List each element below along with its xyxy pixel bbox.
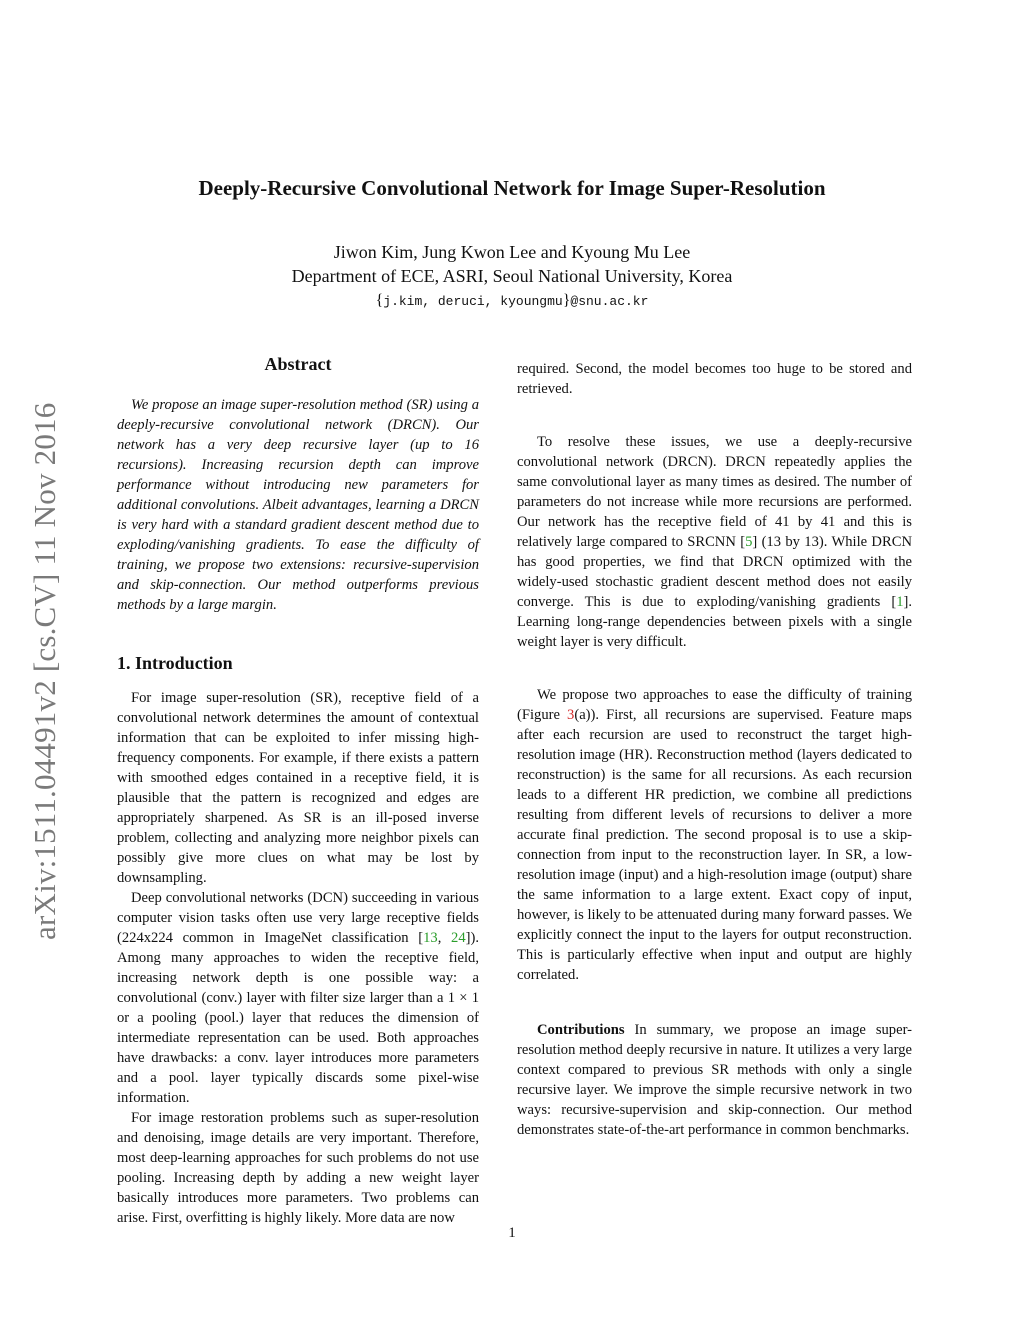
contributions-paragraph	[517, 1020, 912, 1140]
email-names: j.kim, deruci, kyoungmu	[383, 294, 563, 309]
intro-paragraph-3: For image restoration problems such as super-resolution and denoising, image details are very important. Therefore, most deep-learning approaches for such problems do not use pooling. Increasing depth by adding a new weight layer basically introduces more parameters. Two problems can arise. First, overfitting is highly likely. More data are now	[117, 1110, 479, 1226]
figure-reference-link-3[interactable]: 3	[567, 707, 575, 723]
intro-paragraph-1: For image super-resolution (SR), receptive field of a convolutional network determines the amount of contextual information that can be exploited to infer missing high-frequency components. For example, if there exists a pattern with smoothed edges contained in a receptive field, it is plausible that the pattern is recognized and edges are appropriately sharpened. As SR is an ill-posed inverse problem, collecting and analyzing more neighbor pixels can possibly give more clues on what may be lost by downsampling.	[117, 690, 479, 886]
abstract-text: We propose an image super-resolution method (SR) using a deeply-recursive convolutional network (DRCN). Our network has a very deep recursive layer (up to 16 recursions). Increasing recursion depth can improve performance without introducing new parameters for additional convolutions. Albeit advantages, learning a DRCN is very hard with a standard gradient descent method due to exploding/vanishing gradients. To ease the difficulty of training, we propose two extensions: recursive-supervision and skip-connection. Our method outperforms previous methods by a large margin.	[117, 397, 479, 613]
intro-paragraph-4	[517, 432, 912, 652]
intro-paragraph-5	[517, 685, 912, 985]
intro-p4-text-a: To resolve these issues, we use a deeply-recursive convolutional network (DRCN). DRCN repeatedly applies the same convolutional layer as many times as desired. The number of parameters do not increase while more recursions are performed. Our network has the receptive field of 41 by 41 and this is relatively large compared to SRCNN [	[517, 434, 912, 550]
intro-p2-text-a: Deep convolutional networks (DCN) succeeding in various computer vision tasks often use very large receptive fields (224x224 common in ImageNet classification [	[117, 890, 479, 946]
author-affiliation: Department of ECE, ASRI, Seoul National University, Korea	[291, 266, 733, 286]
intro-p5-text-a: We propose two approaches to ease the difficulty of training (Figure	[517, 687, 912, 723]
abstract-heading: Abstract	[264, 354, 332, 374]
paper-title: Deeply-Recursive Convolutional Network for Image Super-Resolution	[198, 176, 826, 200]
intro-paragraph-3-continued: required. Second, the model becomes too huge to be stored and retrieved.	[517, 361, 912, 397]
page-number: 1	[508, 1225, 516, 1241]
intro-p2-text-b: ]). Among many approaches to widen the receptive field, increasing network depth is one possible way: a convolutional (conv.) layer with filter size larger than a 1 × 1 or a pooling (pool.) layer that reduces the dimension of intermediate representation can be used. Both approaches have drawbacks: a conv. layer introduces more parameters and a pool. layer typically discards some pixel-wise information.	[117, 930, 479, 1106]
intro-p4-text-b: ] (13 by 13). While DRCN has good properties, we find that DRCN optimized with the widely-used stochastic gradient descent method does not easily converge. This is due to exploding/vanishing gradients [	[517, 534, 912, 610]
intro-paragraph-2	[117, 888, 479, 1108]
intro-p2-sep: ,	[437, 930, 452, 946]
contributions-label: Contributions	[537, 1022, 625, 1038]
intro-p4-text-c: ]. Learning long-range dependencies between pixels with a single weight layer is very difficult.	[517, 594, 912, 650]
contributions-text: In summary, we propose an image super-resolution method deeply recursive in nature. It utilizes a very large context compared to previous SR methods with only a single recursive layer. We improve the simple recursive network in two ways: recursive-supervision and skip-connection. Our method demonstrates state-of-the-art performance in common benchmarks.	[517, 1022, 912, 1138]
email-close-brace: }	[562, 292, 571, 309]
citation-link-13[interactable]: 13	[423, 930, 438, 946]
citation-link-24[interactable]: 24	[451, 930, 466, 946]
email-domain: @snu.ac.kr	[570, 294, 649, 309]
introduction-heading: 1. Introduction	[117, 653, 233, 673]
citation-link-5[interactable]: 5	[745, 534, 753, 550]
arxiv-identifier-stamp: arXiv:1511.04491v2 [cs.CV] 11 Nov 2016	[27, 402, 62, 940]
email-open-brace: {	[375, 292, 384, 309]
right-column	[517, 359, 912, 1140]
author-names: Jiwon Kim, Jung Kwon Lee and Kyoung Mu Lee	[333, 242, 691, 262]
author-block	[0, 240, 1024, 314]
citation-link-1[interactable]: 1	[896, 594, 904, 610]
author-email	[0, 289, 1024, 314]
left-column	[117, 352, 479, 1228]
intro-p5-text-b: (a)). First, all recursions are supervised. Feature maps after each recursion are used to reconstruct the target high-resolution image (HR). Reconstruction method (layers dedicated to reconstruction) is the same for all recursions. As each recursion leads to a different HR prediction, we combine all predictions resulting from different levels of recursions to deliver a more accurate final prediction. The second proposal is to use a skip-connection from input to the reconstruction layer. In SR, a low-resolution image (input) and a high-resolution image (output) share the same information to a large extent. Exact copy of input, however, is likely to be attenuated during many forward passes. We explicitly connect the input to the layers for output reconstruction. This is particularly effective when input and output are highly correlated.	[517, 707, 912, 983]
